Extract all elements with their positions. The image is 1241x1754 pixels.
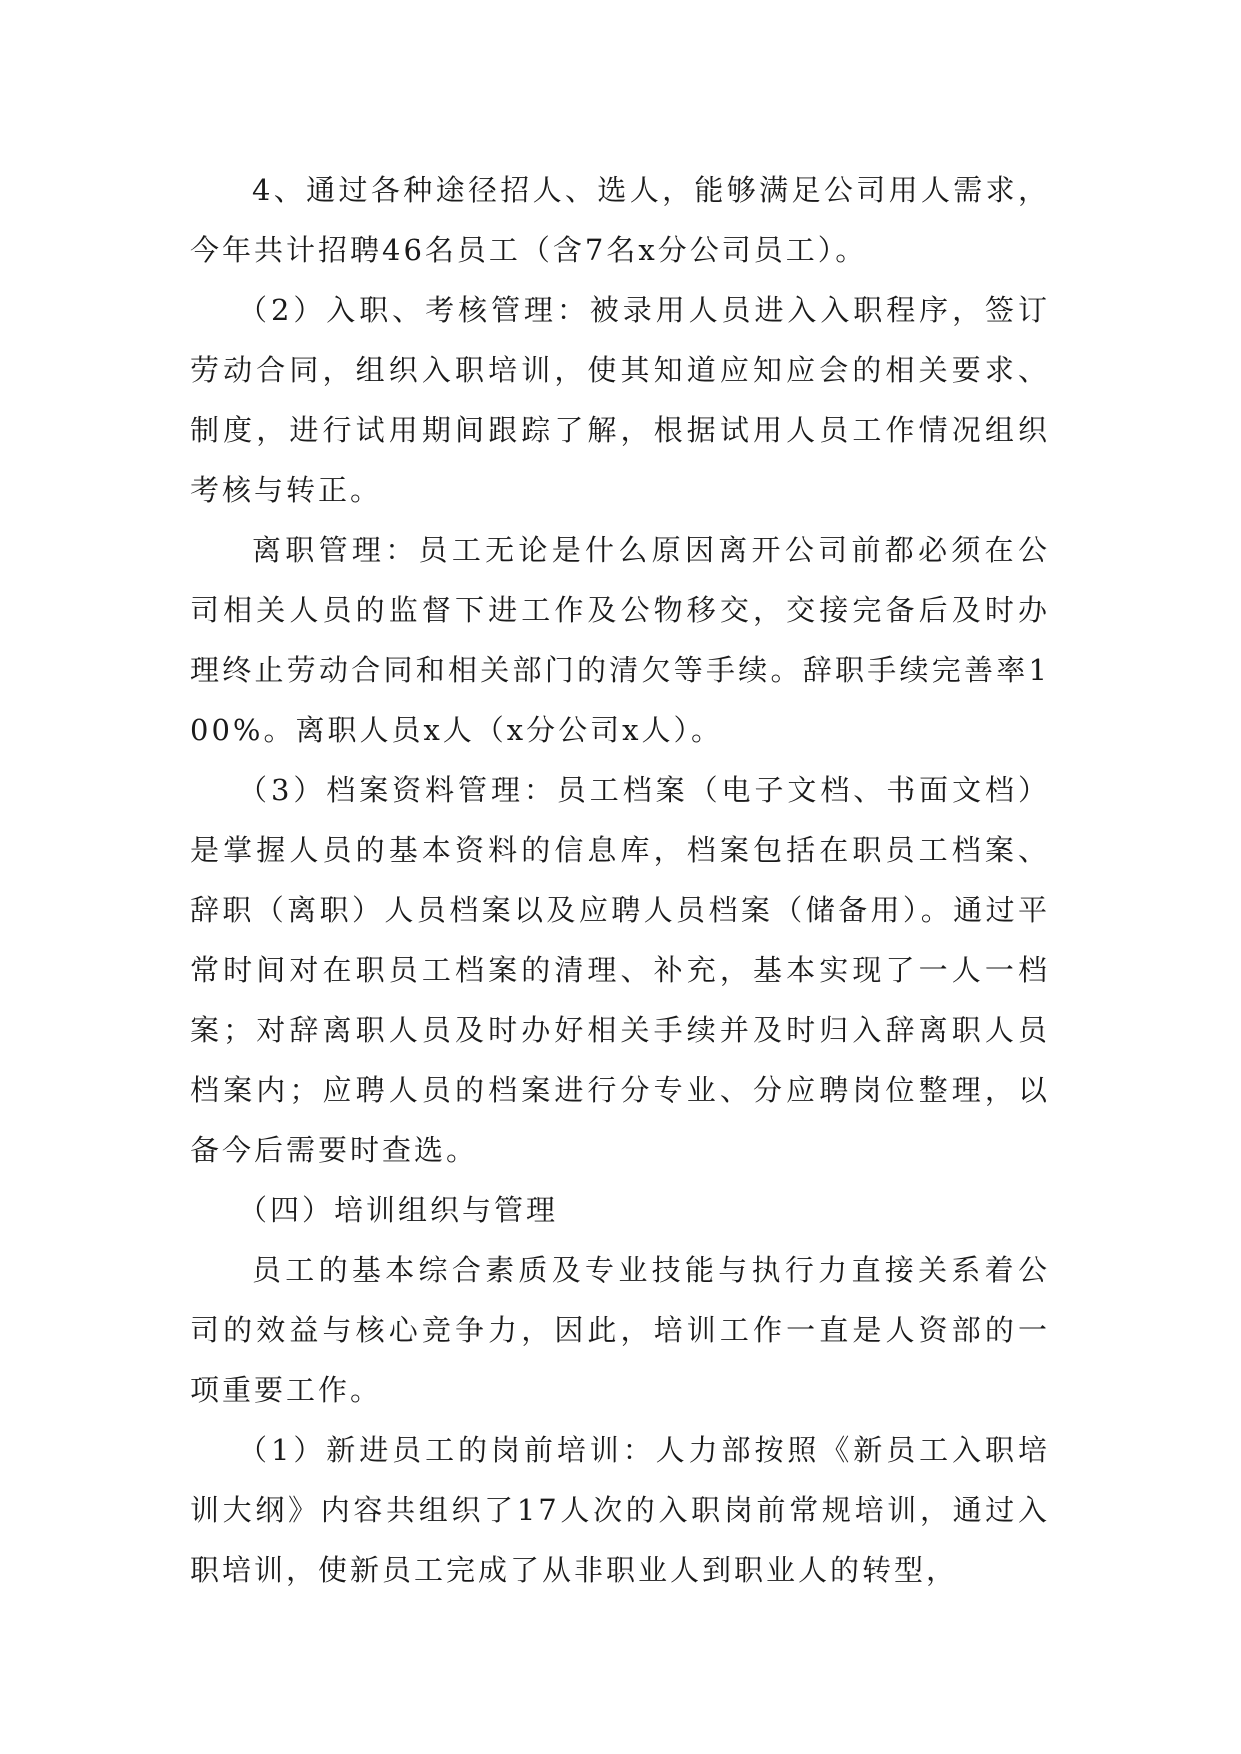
paragraph-resignation-management: 离职管理：员工无论是什么原因离开公司前都必须在公司相关人员的监督下进工作及公物移交，交接完备后及时办理终止劳动合同和相关部门的清欠等手续。辞职手续完善率100%。离职人员x人（x分公司x人）。 [190, 533, 1050, 747]
paragraph-training-importance: 员工的基本综合素质及专业技能与执行力直接关系着公司的效益与核心竞争力，因此，培训工作一直是人资部的一项重要工作。 [190, 1253, 1050, 1407]
paragraph-recruitment-result: 4、通过各种途径招人、选人，能够满足公司用人需求，今年共计招聘46名员工（含7名x分公司员工）。 [190, 173, 1050, 267]
paragraph-onboarding-assessment: （2）入职、考核管理：被录用人员进入入职程序，签订劳动合同，组织入职培训，使其知道应知应会的相关要求、制度，进行试用期间跟踪了解，根据试用人员工作情况组织考核与转正。 [190, 293, 1050, 507]
document-body [190, 160, 1050, 1600]
section-heading-training: （四）培训组织与管理 [238, 1193, 559, 1227]
paragraph-new-employee-training: （1）新进员工的岗前培训：人力部按照《新员工入职培训大纲》内容共组织了17人次的入职岗前常规培训，通过入职培训，使新员工完成了从非职业人到职业人的转型， [190, 1433, 1050, 1587]
paragraph-archive-management: （3）档案资料管理：员工档案（电子文档、书面文档）是掌握人员的基本资料的信息库，档案包括在职员工档案、辞职（离职）人员档案以及应聘人员档案（储备用）。通过平常时间对在职员工档案的清理、补充，基本实现了一人一档案；对辞离职人员及时办好相关手续并及时归入辞离职人员档案内；应聘人员的档案进行分专业、分应聘岗位整理，以备今后需要时查选。 [190, 773, 1050, 1167]
